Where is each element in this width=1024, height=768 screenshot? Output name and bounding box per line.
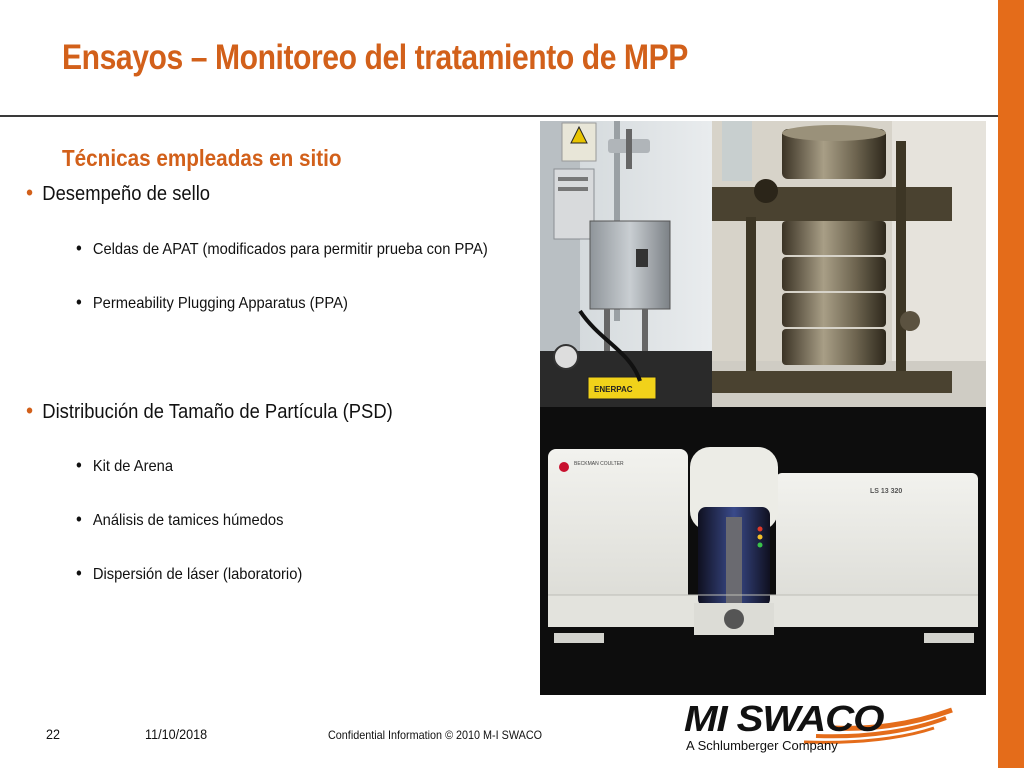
bullet-item-label: Análisis de tamices húmedos	[92, 512, 284, 529]
photo-ppa-apparatus	[540, 121, 712, 407]
right-accent-bar	[998, 0, 1024, 768]
bullet-item-label: Permeability Plugging Apparatus (PPA)	[92, 295, 348, 312]
logo-wordmark: MI SWACO	[684, 698, 884, 739]
section-label: Desempeño de sello	[42, 183, 211, 205]
bullet-dot-icon: •	[76, 509, 82, 529]
page-number: 22	[46, 726, 61, 742]
photo-laser-analyzer	[540, 407, 986, 695]
footer-date: 11/10/2018	[145, 726, 208, 742]
analyzer-brand: BECKMAN COULTER	[574, 461, 624, 467]
bullet-item-label: Dispersión de láser (laboratorio)	[92, 566, 303, 583]
bullet-dot-icon: •	[26, 180, 34, 205]
bullet-dot-icon: •	[26, 398, 34, 423]
bullet-item	[76, 509, 283, 530]
bullet-item	[76, 292, 348, 313]
miswaco-logo	[684, 698, 954, 758]
photo-sieve-stack	[712, 121, 986, 407]
bullet-dot-icon: •	[76, 455, 82, 475]
section-label: Distribución de Tamaño de Partícula (PSD)	[42, 401, 393, 423]
bullet-item-label: Kit de Arena	[92, 458, 174, 475]
bullet-item	[76, 455, 173, 476]
confidential-notice: Confidential Information © 2010 M-I SWACO	[328, 728, 543, 742]
bullet-section-seal	[26, 180, 210, 206]
photo-collage	[540, 121, 986, 695]
slide-title: Ensayos – Monitoreo del tratamiento de MPP	[62, 38, 688, 77]
analyzer-model: LS 13 320	[870, 488, 903, 495]
pump-label: ENERPAC	[594, 385, 633, 394]
bullet-item	[76, 563, 302, 584]
bullet-section-psd	[26, 398, 393, 424]
bullet-item-label: Celdas de APAT (modificados para permitir prueba con PPA)	[92, 241, 488, 258]
slide-subtitle: Técnicas empleadas en sitio	[62, 145, 342, 171]
logo-tagline: A Schlumberger Company	[686, 738, 838, 753]
title-divider	[0, 115, 998, 117]
bullet-dot-icon: •	[76, 238, 82, 258]
bullet-item	[76, 238, 488, 259]
bullet-dot-icon: •	[76, 292, 82, 312]
bullet-dot-icon: •	[76, 563, 82, 583]
